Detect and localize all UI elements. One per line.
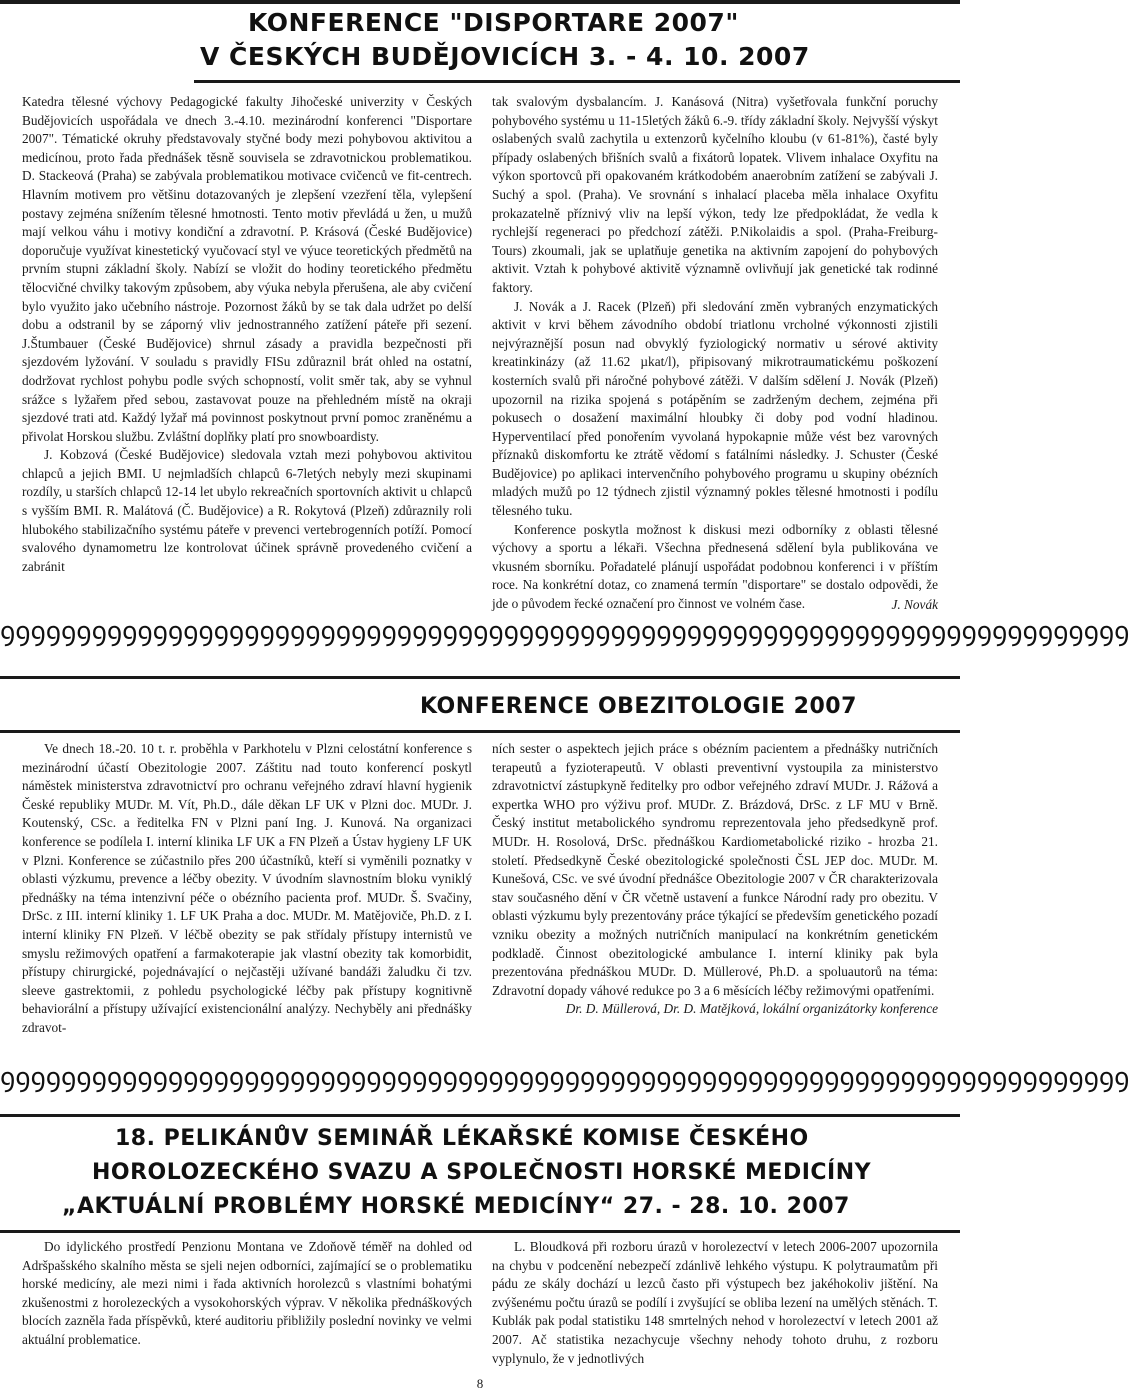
article1-left-paragraph-2: J. Kobzová (České Budějovice) sledovala vztah mezi pohybovou aktivitou chlapců a jejich BMI. U nejmladších chlapců 6-7letých nebyly mezi skupinami rozdíly, u starších chlapců 12-14 let ubylo rekreačních sportovních aktivit u chlapců s vyšším BMI. R. Malátová (Č. Budějovice) a R. Rokytová (Plzeň) zdůraznily roli hlubokého stabilizačního systému páteře v prevenci vertebrogenních potíží. Pomocí svalového dynamometru lze kontrolovat účinek správně provedeného cvičení a zabránit <box>22 447 472 574</box>
article3-bottom-rule <box>0 1230 960 1233</box>
article2-left-column <box>22 740 472 1038</box>
article1-right-column <box>492 93 938 614</box>
article3-right-paragraph: L. Bloudková při rozboru úrazů v horolezectví v letech 2006-2007 upozornila na chybu v podcenění nebezpečí zdánlivě lehkého výstupu. K polytraumatům při pádu ze skály dochází u lezců často při výstupech bez jakéhokoliv jištění. Na zvýšenému počtu úrazů se podílí i zvyšující se obliba lezení na umělých stěnách. T. Kublák pak podal statistiku 148 smrtelných nehod v horolezectví v letech 2001 až 2007. Ač statistika nezachycuje všechny nehody tohoto druhu, z rozboru vyplynulo, že v jednotlivých <box>492 1239 938 1366</box>
article1-signature: J. Novák <box>891 596 938 612</box>
article3-top-rule <box>0 1114 960 1117</box>
divider-ornament-icon: ꝯꝯꝯꝯꝯꝯꝯꝯꝯꝯꝯꝯꝯꝯꝯꝯꝯꝯꝯꝯꝯꝯꝯꝯꝯꝯꝯꝯꝯꝯꝯꝯꝯꝯꝯꝯꝯꝯꝯꝯꝯꝯꝯꝯꝯꝯꝯꝯꝯꝯꝯꝯꝯꝯꝯꝯꝯꝯꝯꝯꝯꝯꝯꝯꝯꝯꝯꝯꝯꝯꝯꝯꝯꝯ <box>0 1063 1129 1093</box>
ornament-divider-1 <box>0 617 1129 647</box>
article3-title-line3: „AKTUÁLNÍ PROBLÉMY HORSKÉ MEDICÍNY“ 27. - 28. 10. 2007 <box>62 1194 850 1219</box>
article2-bottom-rule <box>0 730 960 733</box>
article3-left-column <box>22 1238 472 1350</box>
article1-left-paragraph-1: Katedra tělesné výchovy Pedagogické fakulty Jihočeské univerzity v Českých Budějovicích uspořádala ve dnech 3.-4.10. mezinárodní konferenci "Disportare 2007". Tématické okruhy představovaly styčné body mezi pohybovou aktivitou a medicínou, proto řada přednášek těsně souvisela se zdravotnickou problematikou. D. Stackeová (Praha) se zabývala problematikou motivace cvičenců ve fit-centrech. Hlavním motivem pro většinu dotazovaných je zlepšení vzezření těla, vylepšení postavy zejména snížením tělesné hmotnosti. Tento motiv převládá u žen, u mužů mají velkou váhu i motivy kondiční a zdravotní. P. Krásová (České Budějovice) doporučuje využívat kinestetický vyučovací styl ve výuce teoretických předmětů na prvním stupni základní školy. Nabízí se vložit do hodiny teoretického předmětu tělocvičné chvilky takovým způsobem, aby výuka nebyla přerušena, ale aby cvičení bylo využito jako učebního nástroje. Pozornost žáků by se tak dala udržet po delší dobu a odstranil by se záporný vliv jednostranného zatížení páteře při sezení. J.Štumbauer (České Budějovice) shrnul zásady a pravidla bezpečnosti při sjezdovém lyžování. V souladu s pravidly FISu zdůraznil brát ohled na ostatní, dodržovat rychlost pohybu podle svých schopností, volit směr tak, aby se vyhnul srážce s lyžařem před sebou, zastavovat pouze na přehledném místě na okraji sjezdové trati atd. Každý lyžař má povinnost poskytnout první pomoc zraněnému a přivolat Horskou službu. Zvláštní doplňky platí pro snowboardisty. <box>22 94 472 444</box>
article2-right-column <box>492 740 938 1019</box>
article1-header-rule <box>194 80 960 83</box>
article1-title-line1: KONFERENCE "DISPORTARE 2007" <box>248 8 739 37</box>
page-number: 8 <box>476 1376 484 1391</box>
article2-right-paragraph: ních sester o aspektech jejich práce s obézním pacientem a přednášky nutričních terapeutů a fyzioterapeutů. V oblasti preventivní vystoupila za ministerstvo zdravotnictví zástupkyně ředitelky pro odbor veřejného zdraví MUDr. J. Rážová a expertka WHO pro výživu prof. MUDr. Z. Brázdová, DrSc. z LF MU v Brně. Český institut metabolického syndromu reprezentovala jeho předsedkyně prof. MUDr. H. Rosolová, DrSc. přednáškou Kardiometabolické riziko - hrozba 21. století. Předsedkyně České obezitologické společnosti ČSL JEP doc. MUDr. M. Kunešová, CSc. ve své úvodní přednášce Obezitologie 2007 v ČR charakterizovala stav současného dění v ČR včetně ustavení a funkce Národní rady pro obezitu. V oblasti výzkumu byly prezentovány práce týkající se především genetického pozadí vzniku obezity a možných nutričních manipulací na konkrétním genetickém podkladě. Činnost obezitologické ambulance I. interní kliniky pak byla prezentována přednáškou MUDr. D. Müllerové, Ph.D. a spoluautorů na téma: Zdravotní dopady váhové redukce po 3 a 6 měsících léčby režimovými opatřeními. <box>492 741 938 998</box>
article1-right-paragraph-3: Konference poskytla možnost k diskusi mezi odborníky z oblasti tělesné výchovy a sportu a lékaři. Všechna přednesená sdělení byla publikována ve vkusném sborníku. Pořadatelé plánují uspořádat podobnou konferenci i v příštím roce. Na konkrétní dotaz, co znamená termín "disportare" se dostalo odpovědi, že jde o původem řecké označení pro činnost ve volném čase. <box>492 521 938 612</box>
article1-left-column <box>22 93 472 576</box>
divider-ornament-icon: ꝯꝯꝯꝯꝯꝯꝯꝯꝯꝯꝯꝯꝯꝯꝯꝯꝯꝯꝯꝯꝯꝯꝯꝯꝯꝯꝯꝯꝯꝯꝯꝯꝯꝯꝯꝯꝯꝯꝯꝯꝯꝯꝯꝯꝯꝯꝯꝯꝯꝯꝯꝯꝯꝯꝯꝯꝯꝯꝯꝯꝯꝯꝯꝯꝯꝯꝯꝯꝯꝯꝯꝯꝯꝯ <box>0 617 1129 647</box>
article3-title-line2: HOROLOZECKÉHO SVAZU A SPOLEČNOSTI HORSKÉ MEDICÍNY <box>92 1160 872 1185</box>
article2-title: KONFERENCE OBEZITOLOGIE 2007 <box>420 694 857 719</box>
article1-title-line2: V ČESKÝCH BUDĚJOVICÍCH 3. - 4. 10. 2007 <box>200 42 810 71</box>
article2-left-paragraph: Ve dnech 18.-20. 10 t. r. proběhla v Parkhotelu v Plzni celostátní konference s mezinárodní účastí Obezitologie 2007. Záštitu nad touto konferencí poskytl náměstek ministerstva zdravotnictví pro ochranu veřejného zdraví hlavní hygienik České republiky MUDr. M. Vít, Ph.D., dále děkan LF UK v Plzni doc. MUDr. J. Koutenský, CSc. a ředitelka FN v Plzni paní Ing. J. Kunová. Na organizaci konference se podílela I. interní klinika LF UK a FN Plzeň a Ústav hygieny LF UK v Plzni. Konference se zúčastnilo přes 200 účastníků, kteří si vyměnili poznatky v oblasti výzkumu, prevence a léčby obezity. V úvodním slavnostním bloku vyniklý přednášky na téma intenzivní péče o obézního pacienta prof. MUDr. Š. Svačiny, DrSc. z III. interní kliniky 1. LF UK Praha a doc. MUDr. M. Matějoviče, Ph.D. z I. interní kliniky FN Plzeň. V léčbě obezity se pak střídaly přístupy internistů ve smyslu režimových opatření a farmakoterapie jak vlastní obezity tak komorbidit, přístupy chirurgické, pojednávající o nejčastěji užívané bandáži žaludku či tzv. sleeve gastrektomii, z pohledu psychologické léčby pak přístupy kognitivně behaviorální a přístupy užívající existencionální analýzy. Nechyběly ani přednášky zdravot- <box>22 741 472 1035</box>
article1-right-paragraph-1: tak svalovým dysbalancím. J. Kanásová (Nitra) vyšetřovala funkční poruchy pohybového systému u 11-15letých žáků 6.-9. třídy základní školy. Nejvyšší výskyt oslabených svalů zachytila u extenzorů kyčelního kloubu (v 61-81%), časté byly případy oslabených břišních svalů a fixátorů lopatek. Vlivem inhalace Oxyfitu na výkon sportovců při opakovaném krátkodobém anaerobním zatížení se zabývali J. Suchý a spol. (Praha). Ve srovnání s inhalací placeba měla inhalace Oxyfitu prokazatelně příznivý vliv na lepší výkon, tedy lze předpokládat, že vedla k rychlejší regeneraci po předchozí zátěži. P.Nikolaidis a spol. (Praha-Freiburg-Tours) zkoumali, jak se uplatňuje genetika na aktivním zapojení do pohybových aktivit. Vztah k pohybové aktivitě významně ovlivňují jak genetické tak rodinné faktory. <box>492 94 938 295</box>
ornament-divider-2 <box>0 1063 1129 1093</box>
article3-title-line1: 18. PELIKÁNŮV SEMINÁŘ LÉKAŘSKÉ KOMISE ČESKÉHO <box>115 1126 809 1151</box>
article2-signature: Dr. D. Müllerová, Dr. D. Matějková, lokální organizátorky konference <box>565 1001 938 1017</box>
article1-right-paragraph-2: J. Novák a J. Racek (Plzeň) při sledování změn vybraných enzymatických aktivit v krvi během závodního období triatlonu vrcholné výkonnosti zjistili nejvýraznější posun nad obvyklý fyziologický normativ u sérové aktivity kreatinkinázy (až 11.62 µkat/l), připisovaný mikrotraumatickému poškození kosterních svalů při náročné pohybové zátěži. V dalším sdělení J. Novák (Plzeň) upozornil na rizika spojená s potápěním se zadrženým dechem, zejména při pokusech o dosažení maximální hloubky či doby pod vodní hladinou. Hyperventilací před ponořením vyvolaná hypokapnie může vést bez varovných příznaků diskomfortu ke ztrátě vědomí s fatálními následky. J. Schuster (České Budějovice) po aplikaci intervenčního pohybového programu u skupiny obézních mladých mužů po 12 týdnech zjistil významný pokles tělesné hmotnosti i podílu tělesného tuku. <box>492 298 938 519</box>
article3-right-column <box>492 1238 938 1368</box>
top-black-bar <box>0 0 960 4</box>
article2-top-rule <box>0 676 960 679</box>
article3-left-paragraph: Do idylického prostředí Penzionu Montana ve Zdoňově téměř na dohled od Adršpašského skalního města se sjeli nejen odborníci, zajímající se o problematiku horské medicíny, ale mezi nimi i řada aktivních horolezců s vlastními bohatými zkušenostmi z horolezeckých a vysokohorských výprav. V několika přednáškových blocích zazněla řada příspěvků, které auditoriu přibližily poslední novinky ve velmi aktuální problematice. <box>22 1239 472 1347</box>
